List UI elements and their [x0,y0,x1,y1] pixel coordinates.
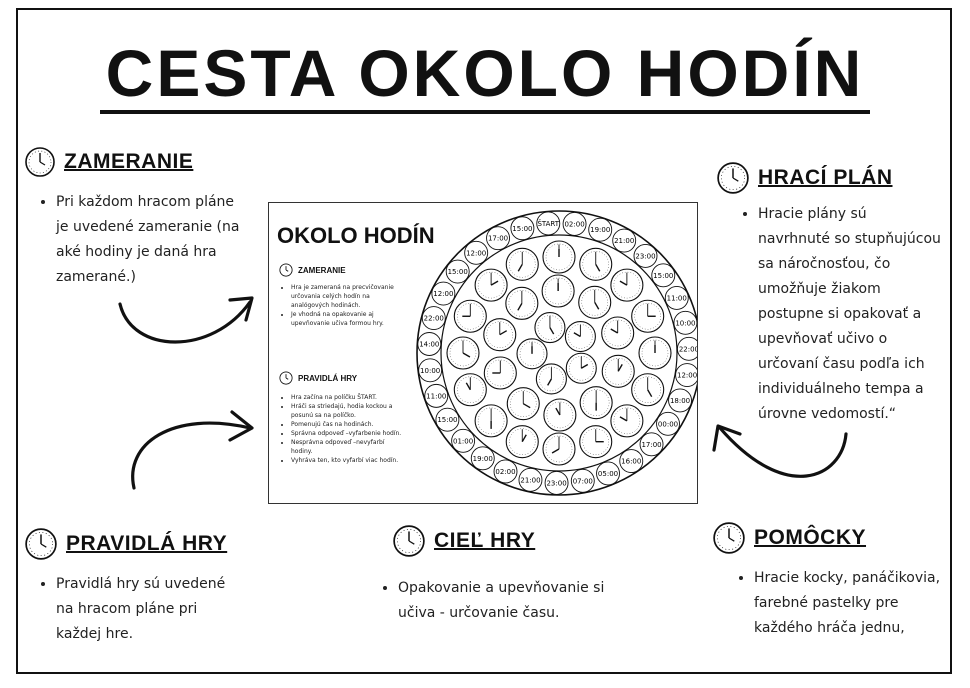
ring-cell-time: 14:00 [419,340,440,349]
section-pomocky-heading [712,521,866,555]
analog-clock [454,374,486,406]
pomocky-text [738,566,948,641]
ring-cell-time: ŠTART [537,219,560,228]
section-ciel-heading [392,524,535,558]
analog-clock [475,269,507,301]
analog-clock [611,405,643,437]
ring-cell-time: 15:00 [437,416,458,425]
analog-clock [632,374,664,406]
ring-cell-time: 15:00 [512,224,533,233]
clock-icon [24,527,58,561]
ring-cell-time: 16:00 [621,457,642,466]
analog-clock [506,248,538,280]
analog-clock [543,241,575,273]
ring-cell-time: 18:00 [669,396,691,405]
preview-zameranie-heading [279,263,346,277]
ring-cell [418,332,441,355]
ring-cell-time: 19:00 [472,454,493,463]
hraci-plan-text [742,202,942,427]
ring-cell-time: 21:00 [614,237,635,246]
analog-clock [543,433,575,465]
list-item: • Hracie kocky, panáčikovia, farebné pastelky pre každého hráča jednu, [754,566,948,641]
ring-cell [677,337,698,360]
ring-cell-time: 17:00 [641,440,662,449]
ring-cell [674,311,697,334]
ring-cell [452,429,475,452]
ring-cell [640,433,663,456]
ring-cell [657,412,680,435]
ring-cell [545,471,568,494]
ring-cell-time: 22:00 [423,314,444,323]
ring-cell [436,408,459,431]
analog-clock [506,426,538,458]
ring-cell-time: 17:00 [487,234,509,243]
clock-icon [712,521,746,555]
analog-clock [507,388,539,420]
clock-icon [716,161,750,195]
list-item: • Pomenujú čas na hodinách. [291,420,405,429]
ring-cell [537,212,560,235]
analog-clock [447,337,479,369]
ring-cell-time: 15:00 [447,268,468,277]
ring-cell-time: 02:00 [495,467,516,476]
ring-cell-time: 10:00 [675,319,696,328]
ring-cell [422,307,445,330]
ciel-text [382,576,622,626]
list-item: • Opakovanie a upevňovanie si učiva - určovanie času. [398,576,622,626]
list-item: • Správna odpoveď –vyfarbenie hodín. [291,429,405,438]
ring-cell [620,450,643,473]
analog-clock [602,355,634,387]
ring-cell-time: 22:00 [678,345,700,354]
arrow-icon [114,290,264,360]
ring-cell [425,384,448,407]
ring-cell-time: 11:00 [426,392,447,401]
pravidla-text [40,572,240,647]
ring-cell [471,447,494,470]
section-heading-label: HRACÍ PLÁN [758,166,893,189]
ring-cell [589,218,612,241]
ring-cell-time: 19:00 [590,226,611,235]
preview-pravidla-text [283,393,405,465]
analog-clock [475,405,507,437]
page-title: CESTA OKOLO HODÍN [0,38,970,114]
analog-clock [580,426,612,458]
ring-cell-time: 21:00 [520,476,541,485]
preview-title: OKOLO HODÍN [277,223,435,248]
list-item: • Vyhráva ten, kto vyfarbí viac hodín. [291,456,405,465]
clock-icon [392,524,426,558]
ring-cell [676,364,698,387]
analog-clock [535,313,565,343]
list-item: • Hra začína na políčku ŠTART. [291,393,405,402]
list-item: • Nesprávna odpoveď –nevyfarbí hodiny. [291,438,405,456]
ring-cell [511,217,534,240]
ring-cell-time: 00:00 [657,420,679,429]
ring-cell [571,469,594,492]
ring-cell [669,389,692,412]
section-heading-label: ZAMERANIE [64,150,194,173]
preview-pravidla-heading [279,371,357,385]
analog-clock [484,319,516,351]
analog-clock [542,275,574,307]
ring-cell-time: 12:00 [433,290,454,299]
ring-cell [419,359,442,382]
list-item: • Hráči sa striedajú, hodia kockou a posunú sa na políčko. [291,402,405,420]
ring-cell-time: 10:00 [420,366,441,375]
ring-cell [446,260,469,283]
clock-icon [24,146,56,178]
ring-cell-time: 23:00 [546,479,567,488]
analog-clock [454,300,486,332]
clock-icon [279,263,293,277]
ring-cell [494,460,517,483]
analog-clock [580,248,612,280]
analog-clock [602,317,634,349]
game-board-preview [268,202,698,504]
analog-clock [517,339,547,369]
analog-clock [506,287,538,319]
analog-clock [580,387,612,419]
ring-cell-time: 12:00 [466,249,487,258]
ring-cell [597,462,620,485]
preview-heading-label: ZAMERANIE [298,265,346,275]
analog-clock [632,300,664,332]
analog-clock [484,357,516,389]
arrow-icon [706,418,856,508]
ring-cell-time: 02:00 [564,220,585,229]
section-hraci-plan-heading [716,161,893,195]
ring-cell [487,227,510,250]
analog-clock [565,322,595,352]
section-heading-label: POMÔCKY [754,526,867,549]
section-zameranie-heading [24,146,193,178]
ring-cell-time: 11:00 [666,294,687,303]
analog-clock [579,286,611,318]
ring-cell-time: 23:00 [635,252,656,261]
analog-clock [544,399,576,431]
ring-cell [613,229,636,252]
list-item: • Hra je zameraná na precvičovanie určovania celých hodín na analógových hodinách. [291,283,401,310]
ring-cell-time: 12:00 [677,371,698,380]
preview-zameranie-text [283,283,401,328]
clock-icon [279,371,293,385]
analog-clock [536,364,566,394]
section-heading-label: CIEĽ HRY [434,529,536,552]
ring-cell [634,244,657,267]
ring-cell-time: 07:00 [572,477,593,486]
section-heading-label: PRAVIDLÁ HRY [66,532,228,555]
analog-clock [566,353,596,383]
section-pravidla-heading [24,527,227,561]
preview-heading-label: PRAVIDLÁ HRY [298,373,358,383]
ring-cell-time: 15:00 [653,271,674,280]
analog-clock [611,269,643,301]
ring-cell-time: 05:00 [597,469,619,478]
ring-cell [665,286,688,309]
list-item: • Pravidlá hry sú uvedené na hracom pláne pri každej hre. [56,572,240,647]
clock-board [413,207,698,499]
list-item: • Je vhodná na opakovanie aj upevňovanie učiva formou hry. [291,310,401,328]
ring-cell [563,212,586,235]
list-item: • Hracie plány sú navrhnuté so stupňujúcou sa náročnosťou, čo umožňuje žiakom postupne si opakovať a upevňovať učivo o určovaní času podľa ich individuálneho tempa a úrovne vedomostí.“ [758,202,942,427]
analog-clock [639,337,671,369]
arrow-icon [122,404,266,494]
ring-cell [432,282,455,305]
ring-cell [652,264,675,287]
zameranie-text [40,190,240,290]
ring-cell [465,241,488,264]
list-item: • Pri každom hracom pláne je uvedené zameranie (na aké hodiny je daná hra zamerané.) [56,190,240,290]
ring-cell-time: 01:00 [453,437,474,446]
ring-cell [519,468,542,491]
